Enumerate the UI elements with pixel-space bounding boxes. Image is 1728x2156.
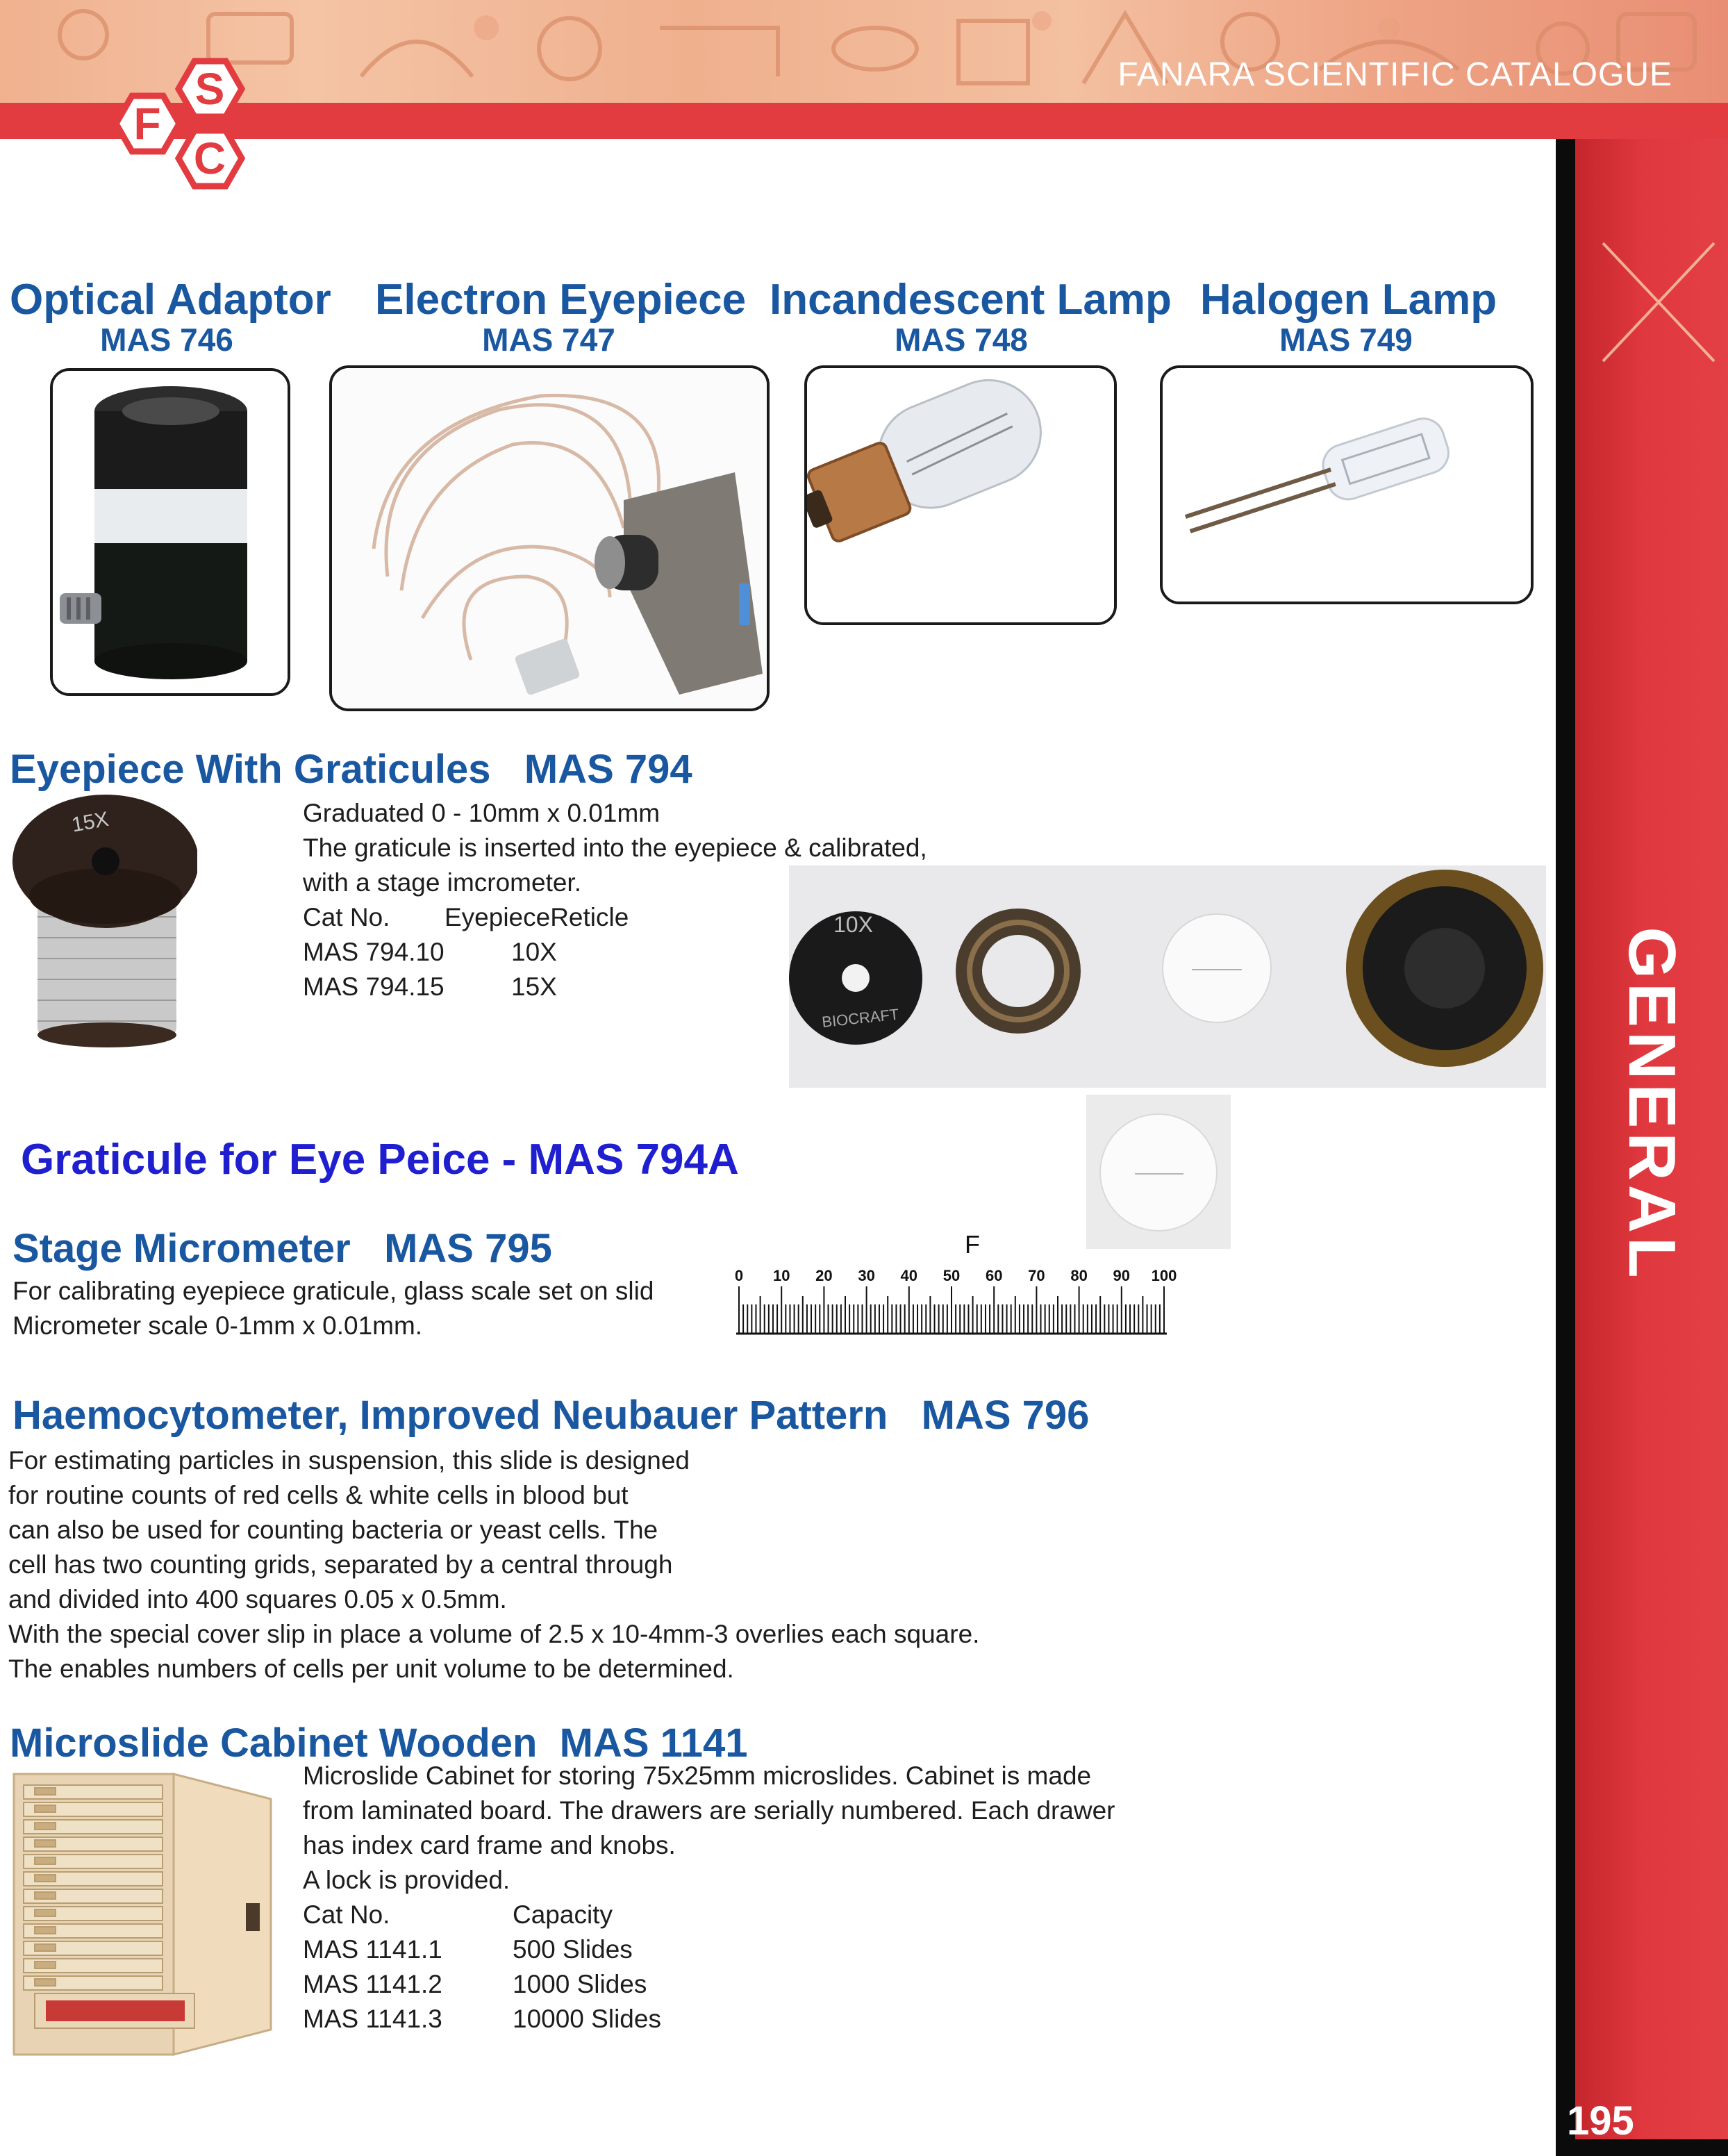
- product-code-incandescent-lamp: MAS 748: [895, 322, 1028, 358]
- table-cell: MAS 1141.1: [303, 1935, 442, 1964]
- graticule-disc-image: [1086, 1095, 1231, 1249]
- product-title-halogen-lamp: Halogen Lamp: [1200, 276, 1497, 324]
- optical-adaptor-image: [50, 368, 290, 696]
- haemocytometer-line-3: can also be used for counting bacteria or yeast cells. The: [8, 1516, 658, 1544]
- cabinet-table: [303, 1898, 661, 2037]
- drawer-label-frame: [35, 1805, 56, 1812]
- table-row: [303, 1932, 661, 1967]
- fsc-logo: [97, 56, 257, 194]
- haemocytometer-title: Haemocytometer, Improved Neubauer Pattern: [13, 1393, 888, 1438]
- cabinet-title: Microslide Cabinet Wooden: [10, 1720, 538, 1766]
- stage-micrometer-title: Stage Micrometer: [13, 1226, 351, 1271]
- drawer-label-frame: [35, 1927, 56, 1934]
- catalogue-title: FANARA SCIENTIFIC CATALOGUE: [1118, 56, 1672, 93]
- scale-tick-label: 20: [815, 1267, 833, 1284]
- eyepiece-magnification-label: 15X: [69, 807, 110, 837]
- table-header-cell: Cat No.: [303, 1900, 390, 1929]
- haemocytometer-code: MAS 796: [921, 1393, 1090, 1438]
- table-row: [303, 1898, 661, 1932]
- graticules-code: MAS 794: [524, 747, 692, 792]
- product-code-electron-eyepiece: MAS 747: [482, 322, 615, 358]
- table-row: [303, 1967, 661, 2002]
- stage-micrometer-code: MAS 795: [384, 1226, 552, 1271]
- table-row: [303, 2002, 661, 2037]
- microslide-cabinet-image: [7, 1771, 292, 2062]
- product-code-optical-adaptor: MAS 746: [100, 322, 233, 358]
- section-title-stage-micrometer: [13, 1225, 552, 1272]
- product-title-optical-adaptor: Optical Adaptor: [10, 276, 331, 324]
- scale-tick-label: 10: [772, 1267, 790, 1284]
- stage-micrometer-description: [13, 1274, 749, 1343]
- graticule-disc-brand: BIOCRAFT: [821, 1005, 900, 1031]
- product-title-incandescent-lamp: Incandescent Lamp: [770, 276, 1172, 324]
- stage-micrometer-line-1: For calibrating eyepiece graticule, glass scale set on slid: [13, 1277, 654, 1305]
- table-cell: MAS 794.10: [303, 938, 445, 966]
- eyepiece-15x-image: [10, 792, 197, 1049]
- table-cell: 10000 Slides: [513, 2005, 661, 2033]
- table-header-cell: Cat No.: [303, 903, 390, 931]
- scale-tick-label: 90: [1113, 1267, 1131, 1284]
- scale-tick-label: 30: [858, 1267, 875, 1284]
- incandescent-lamp-image: [804, 365, 1117, 625]
- scale-tick-label: 60: [985, 1267, 1003, 1284]
- logo-letter-c: C: [193, 133, 226, 183]
- cabinet-line-4: A lock is provided.: [303, 1866, 510, 1894]
- graticules-line-2: The graticule is inserted into the eyepiece & calibrated,: [303, 834, 927, 862]
- table-cell: 1000 Slides: [513, 1970, 647, 1998]
- table-row: [303, 970, 629, 1004]
- haemocytometer-line-2: for routine counts of red cells & white cells in blood but: [8, 1481, 629, 1509]
- drawer-label-frame: [35, 1823, 56, 1830]
- drawer-label-frame: [35, 1944, 56, 1951]
- micrometer-scale-figure: [720, 1228, 1206, 1339]
- scale-tick-label: 100: [1151, 1267, 1177, 1284]
- page-number: 195: [1567, 2098, 1634, 2143]
- haemocytometer-line-5: and divided into 400 squares 0.05 x 0.5mm.: [8, 1585, 507, 1614]
- side-tab-label-wrapper: [1575, 927, 1728, 1282]
- cross-decoration-icon: [1575, 208, 1728, 389]
- section-title-haemocytometer: [13, 1392, 1089, 1438]
- graticules-title: Eyepiece With Graticules: [10, 747, 491, 792]
- drawer-label-frame: [35, 1840, 56, 1847]
- cabinet-code: MAS 1141: [559, 1720, 748, 1766]
- table-cell: 10X: [511, 938, 557, 966]
- electron-eyepiece-image: [329, 365, 770, 711]
- table-cell: MAS 794.15: [303, 972, 445, 1001]
- table-header-cell: Capacity: [513, 1900, 613, 1929]
- product-title-electron-eyepiece: Electron Eyepiece: [375, 276, 747, 324]
- logo-letter-f: F: [133, 99, 161, 149]
- drawer-label-frame: [35, 1892, 56, 1899]
- table-row: [303, 900, 629, 935]
- scale-tick-label: 70: [1028, 1267, 1045, 1284]
- stage-micrometer-line-2: Micrometer scale 0-1mm x 0.01mm.: [13, 1311, 423, 1340]
- drawer-label-frame: [35, 1857, 56, 1864]
- table-cell: 500 Slides: [513, 1935, 633, 1964]
- haemocytometer-line-4: cell has two counting grids, separated by a central through: [8, 1550, 673, 1579]
- scale-tick-label: 80: [1070, 1267, 1088, 1284]
- drawer-label-frame: [35, 1979, 56, 1986]
- table-row: [303, 935, 629, 970]
- scale-tick-label: 50: [942, 1267, 961, 1284]
- table-header-cell: EyepieceReticle: [445, 903, 629, 931]
- table-cell: 15X: [511, 972, 557, 1001]
- cabinet-line-1: Microslide Cabinet for storing 75x25mm microslides. Cabinet is made: [303, 1761, 1092, 1790]
- scale-tick-label: 40: [900, 1267, 918, 1284]
- table-cell: MAS 1141.2: [303, 1970, 442, 1998]
- graticule-disc-label: 10X: [833, 912, 873, 937]
- cabinet-description: [303, 1759, 1206, 1898]
- graticules-table: [303, 900, 629, 1004]
- drawer-label-frame: [35, 1875, 56, 1882]
- drawer-label-frame: [35, 1909, 56, 1916]
- haemocytometer-line-1: For estimating particles in suspension, this slide is designed: [8, 1446, 690, 1475]
- header-red-band: [0, 103, 1728, 139]
- scale-tick-label: 0: [734, 1267, 744, 1284]
- side-tab-label: GENERAL: [1615, 927, 1689, 1282]
- product-code-halogen-lamp: MAS 749: [1279, 322, 1413, 358]
- halogen-lamp-image: [1160, 365, 1534, 604]
- cabinet-line-2: from laminated board. The drawers are serially numbered. Each drawer: [303, 1796, 1115, 1825]
- page-header: [0, 0, 1728, 139]
- graticule-parts-image: [789, 865, 1546, 1088]
- drawer-label-frame: [35, 1962, 56, 1968]
- graticules-line-1: Graduated 0 - 10mm x 0.01mm: [303, 799, 661, 827]
- table-cell: MAS 1141.3: [303, 2005, 442, 2033]
- section-title-graticules: [10, 746, 692, 793]
- drawer-label-frame: [35, 1788, 56, 1795]
- graticule-eyepiece-title: Graticule for Eye Peice - MAS 794A: [21, 1136, 739, 1184]
- haemocytometer-description: [8, 1443, 1120, 1686]
- haemocytometer-line-7: The enables numbers of cells per unit volume to be determined.: [8, 1655, 734, 1683]
- logo-letter-s: S: [194, 64, 225, 114]
- graticules-line-3: with a stage imcrometer.: [303, 868, 581, 897]
- haemocytometer-line-6: With the special cover slip in place a volume of 2.5 x 10-4mm-3 overlies each square.: [8, 1620, 980, 1648]
- scale-letter: F: [965, 1230, 980, 1259]
- cabinet-line-3: has index card frame and knobs.: [303, 1831, 676, 1859]
